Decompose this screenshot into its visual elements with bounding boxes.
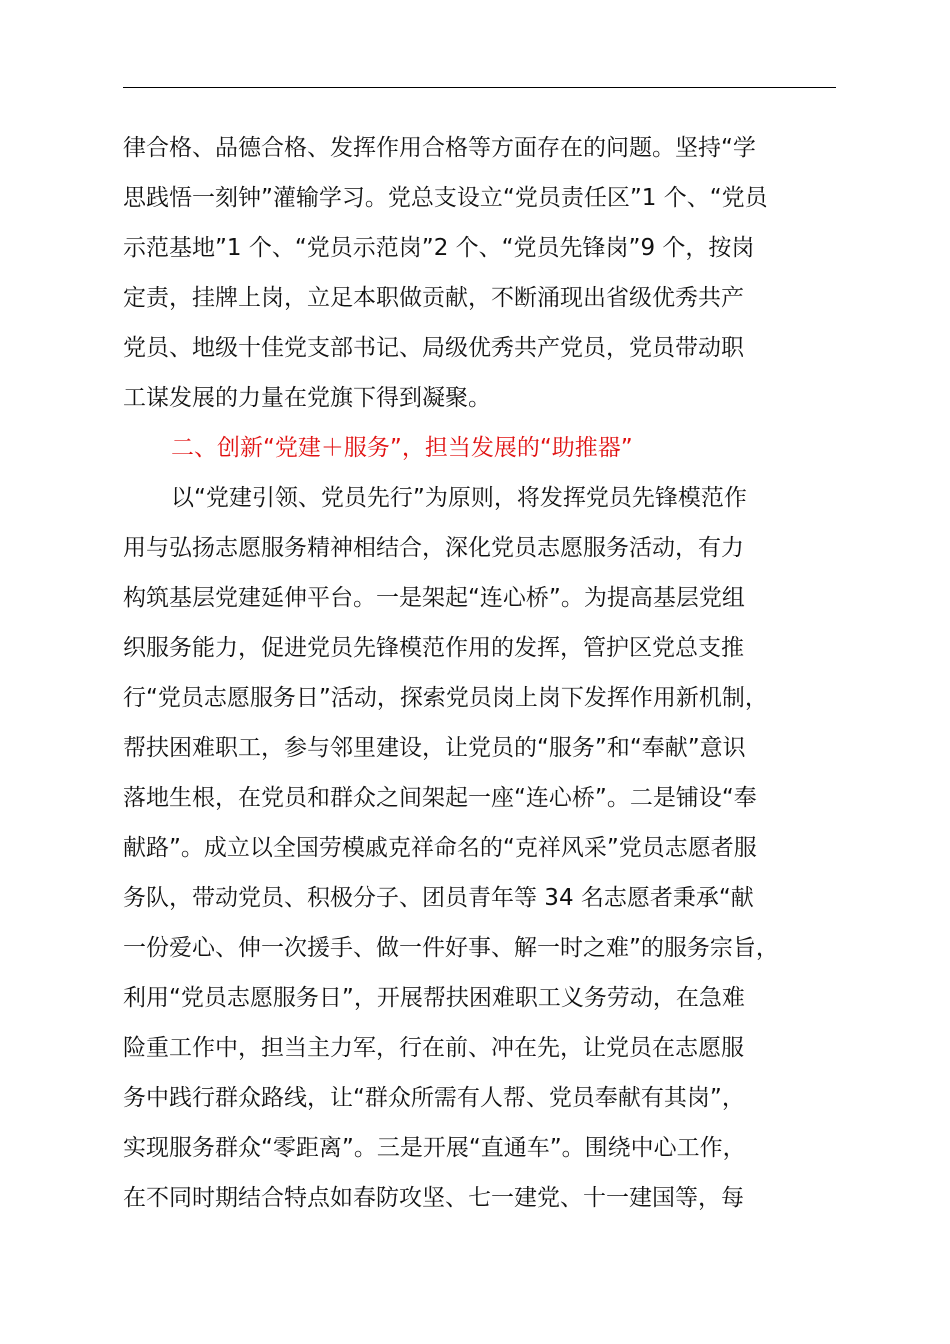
text-line: 定责，挂牌上岗，立足本职做贡献，不断涌现出省级优秀共产 — [123, 285, 744, 311]
document-body — [123, 123, 836, 1223]
text-line: 思践悟一刻钟”灌输学习。党总支设立“党员责任区”1 个、“党员 — [123, 185, 768, 211]
text-line: 帮扶困难职工，参与邻里建设，让党员的“服务”和“奉献”意识 — [123, 735, 746, 761]
text-line: 一份爱心、伸一次援手、做一件好事、解一时之难”的服务宗旨， — [123, 935, 779, 961]
section-heading: 二、创新“党建＋服务”，担当发展的“助推器” — [171, 435, 633, 461]
text-line: 在不同时期结合特点如春防攻坚、七一建党、十一建国等，每 — [123, 1185, 744, 1211]
text-line: 示范基地”1 个、“党员示范岗”2 个、“党员先锋岗”9 个，按岗 — [123, 235, 755, 261]
text-line: 构筑基层党建延伸平台。一是架起“连心桥”。为提高基层党组 — [123, 585, 745, 611]
text-line: 以“党建引领、党员先行”为原则，将发挥党员先锋模范作 — [171, 485, 747, 511]
text-line: 利用“党员志愿服务日”，开展帮扶困难职工义务劳动，在急难 — [123, 985, 745, 1011]
text-line: 落地生根，在党员和群众之间架起一座“连心桥”。二是铺设“奉 — [123, 785, 757, 811]
text-line: 险重工作中，担当主力军，行在前、冲在先，让党员在志愿服 — [123, 1035, 744, 1061]
paragraph-main — [123, 473, 836, 1223]
text-line: 用与弘扬志愿服务精神相结合，深化党员志愿服务活动，有力 — [123, 535, 744, 561]
text-line: 织服务能力，促进党员先锋模范作用的发挥，管护区党总支推 — [123, 635, 744, 661]
text-line: 务队，带动党员、积极分子、团员青年等 34 名志愿者秉承“献 — [123, 885, 754, 911]
text-line: 行“党员志愿服务日”活动，探索党员岗上岗下发挥作用新机制， — [123, 685, 768, 711]
text-line: 律合格、品德合格、发挥作用合格等方面存在的问题。坚持“学 — [123, 135, 756, 161]
text-line: 党员、地级十佳党支部书记、局级优秀共产党员，党员带动职 — [123, 335, 744, 361]
text-line: 务中践行群众路线，让“群众所需有人帮、党员奉献有其岗”， — [123, 1085, 745, 1111]
header-rule — [123, 87, 836, 88]
text-line: 献路”。成立以全国劳模戚克祥命名的“克祥风采”党员志愿者服 — [123, 835, 757, 861]
text-line: 实现服务群众“零距离”。三是开展“直通车”。围绕中心工作， — [123, 1135, 746, 1161]
paragraph-continued — [123, 123, 836, 423]
text-line: 工谋发展的力量在党旗下得到凝聚。 — [123, 385, 491, 411]
